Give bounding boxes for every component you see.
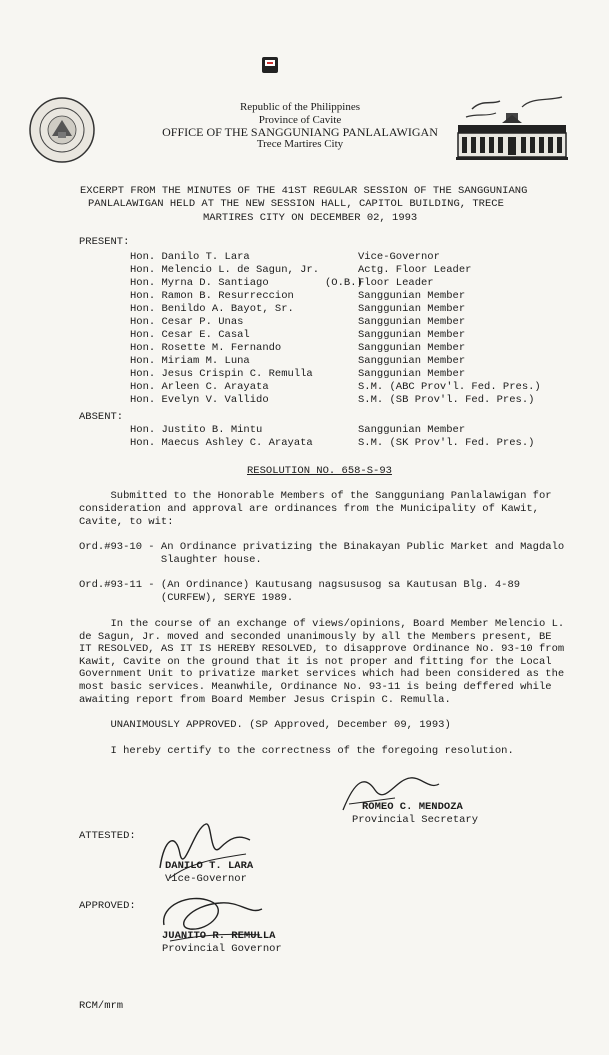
resolution-body (79, 618, 564, 706)
member-position: S.M. (SB Prov'l. Fed. Pres.) (358, 394, 535, 406)
header-republic: Republic of the Philippines (239, 101, 361, 113)
governor-title: Provincial Governor (162, 943, 282, 955)
absent-label: ABSENT: (79, 411, 124, 423)
member-position: Sanggunian Member (358, 303, 466, 315)
member-name: Hon. Benildo A. Bayot, Sr. (130, 303, 294, 315)
present-row (130, 303, 570, 316)
header-office: OFFICE OF THE SANGGUNIANG PANLALAWIGAN (162, 125, 438, 139)
seal-icon (28, 96, 96, 164)
member-position: Actg. Floor Leader (358, 264, 472, 276)
member-name: Hon. Rosette M. Fernando (130, 342, 282, 354)
provincial-seal (28, 96, 96, 164)
title-line-2: PANLALAWIGAN HELD AT THE NEW SESSION HALL, CAPITOL BUILDING, TRECE (88, 198, 504, 210)
member-name: Hon. Danilo T. Lara (130, 251, 250, 263)
absent-row (130, 424, 570, 437)
reference-initials: RCM/mrm (79, 1000, 124, 1012)
member-position: Sanggunian Member (358, 316, 466, 328)
member-name: Hon. Justito B. Mintu (130, 424, 263, 436)
member-name: Hon. Myrna D. Santiago (130, 277, 269, 289)
member-name: Hon. Melencio L. de Sagun, Jr. (130, 264, 320, 276)
body-line: Kawit, Cavite on the ground that it is not proper and fitting for the Local (79, 655, 552, 668)
title-line-1: EXCERPT FROM THE MINUTES OF THE 41ST REGULAR SESSION OF THE SANGGUNIANG (80, 185, 528, 197)
attested-label: ATTESTED: (79, 830, 136, 842)
body-line: In the course of an exchange of views/opinions, Board Member Melencio L. (79, 618, 565, 630)
ordinance-1-line-2: Slaughter house. (79, 554, 262, 566)
capitol-building-icon (452, 95, 572, 161)
member-name: Hon. Maecus Ashley C. Arayata (130, 437, 313, 449)
present-row (130, 394, 570, 407)
member-position: Sanggunian Member (358, 355, 466, 367)
present-row (130, 355, 570, 368)
header-province: Province of Cavite (258, 114, 342, 126)
header-city: Trece Martires City (256, 138, 344, 150)
title-line-3: MARTIRES CITY ON DECEMBER 02, 1993 (203, 212, 418, 224)
secretary-name: ROMEO C. MENDOZA (362, 801, 463, 813)
member-position: S.M. (ABC Prov'l. Fed. Pres.) (358, 381, 541, 393)
absent-row (130, 437, 570, 450)
ordinance-1-line-1: Ord.#93-10 - An Ordinance privatizing the Binakayan Public Market and Magdalo (79, 541, 565, 553)
present-row (130, 264, 570, 277)
member-name: Hon. Cesar E. Casal (130, 329, 250, 341)
present-row (130, 381, 570, 394)
member-name: Hon. Miriam M. Luna (130, 355, 250, 367)
absent-list (130, 424, 570, 450)
body-line: IT RESOLVED, AS IT IS HEREBY RESOLVED, to disapprove Ordinance No. 93-10 from (79, 643, 565, 656)
intro-line-2: consideration and approval are ordinances from the Municipality of Kawit, (79, 503, 539, 515)
body-line: de Sagun, Jr. moved and seconded unanimously by all the Members present, BE (79, 630, 552, 643)
member-position: Sanggunian Member (358, 329, 466, 341)
secretary-title: Provincial Secretary (352, 814, 479, 826)
member-position: Sanggunian Member (358, 290, 466, 302)
vice-governor-name: DANILO T. LARA (165, 860, 254, 872)
body-line: awaiting report from Board Member Jesus Crispin C. Remulla. (79, 693, 451, 706)
member-name: Hon. Cesar P. Unas (130, 316, 244, 328)
member-position: S.M. (SK Prov'l. Fed. Pres.) (358, 437, 535, 449)
ordinance-2-line-1: Ord.#93-11 - (An Ordinance) Kautusang nagsususog sa Kautusan Blg. 4-89 (79, 579, 521, 591)
present-row (130, 251, 570, 264)
member-note: (O.B.) (325, 277, 363, 289)
present-label: PRESENT: (79, 236, 130, 248)
present-row (130, 290, 570, 303)
vice-governor-title: Vice-Governor (165, 873, 247, 885)
present-row (130, 316, 570, 329)
approved-label: APPROVED: (79, 900, 136, 912)
ordinance-2-line-2: (CURFEW), SERYE 1989. (79, 592, 294, 604)
top-logo-icon (261, 56, 279, 74)
unanimously-approved: UNANIMOUSLY APPROVED. (SP Approved, December 09, 1993) (79, 719, 451, 731)
intro-line-1: Submitted to the Honorable Members of the Sangguniang Panlalawigan for (79, 490, 552, 502)
member-position: Sanggunian Member (358, 342, 466, 354)
member-name: Hon. Arleen C. Arayata (130, 381, 269, 393)
top-logo (261, 56, 279, 74)
member-name: Hon. Evelyn V. Vallido (130, 394, 269, 406)
member-position: Vice-Governor (358, 251, 440, 263)
present-row (130, 329, 570, 342)
capitol-building-image (452, 95, 572, 161)
intro-line-3: Cavite, to wit: (79, 516, 174, 528)
present-row (130, 368, 570, 381)
resolution-number: RESOLUTION NO. 658-S-93 (247, 465, 392, 477)
member-position: Sanggunian Member (358, 368, 466, 380)
member-position: Floor Leader (358, 277, 434, 289)
member-name: Hon. Ramon B. Resurreccion (130, 290, 294, 302)
member-position: Sanggunian Member (358, 424, 466, 436)
body-line: most basic services. Meanwhile, Ordinance No. 93-11 is being deffered while (79, 680, 552, 693)
governor-name: JUANITO R. REMULLA (162, 930, 276, 942)
body-line: Government Unit to privatize market services which had been considered as the (79, 668, 565, 681)
present-list (130, 251, 570, 407)
member-name: Hon. Jesus Crispin C. Remulla (130, 368, 313, 380)
present-row (130, 342, 570, 355)
certification-line: I hereby certify to the correctness of the foregoing resolution. (79, 745, 514, 757)
present-row (130, 277, 570, 290)
